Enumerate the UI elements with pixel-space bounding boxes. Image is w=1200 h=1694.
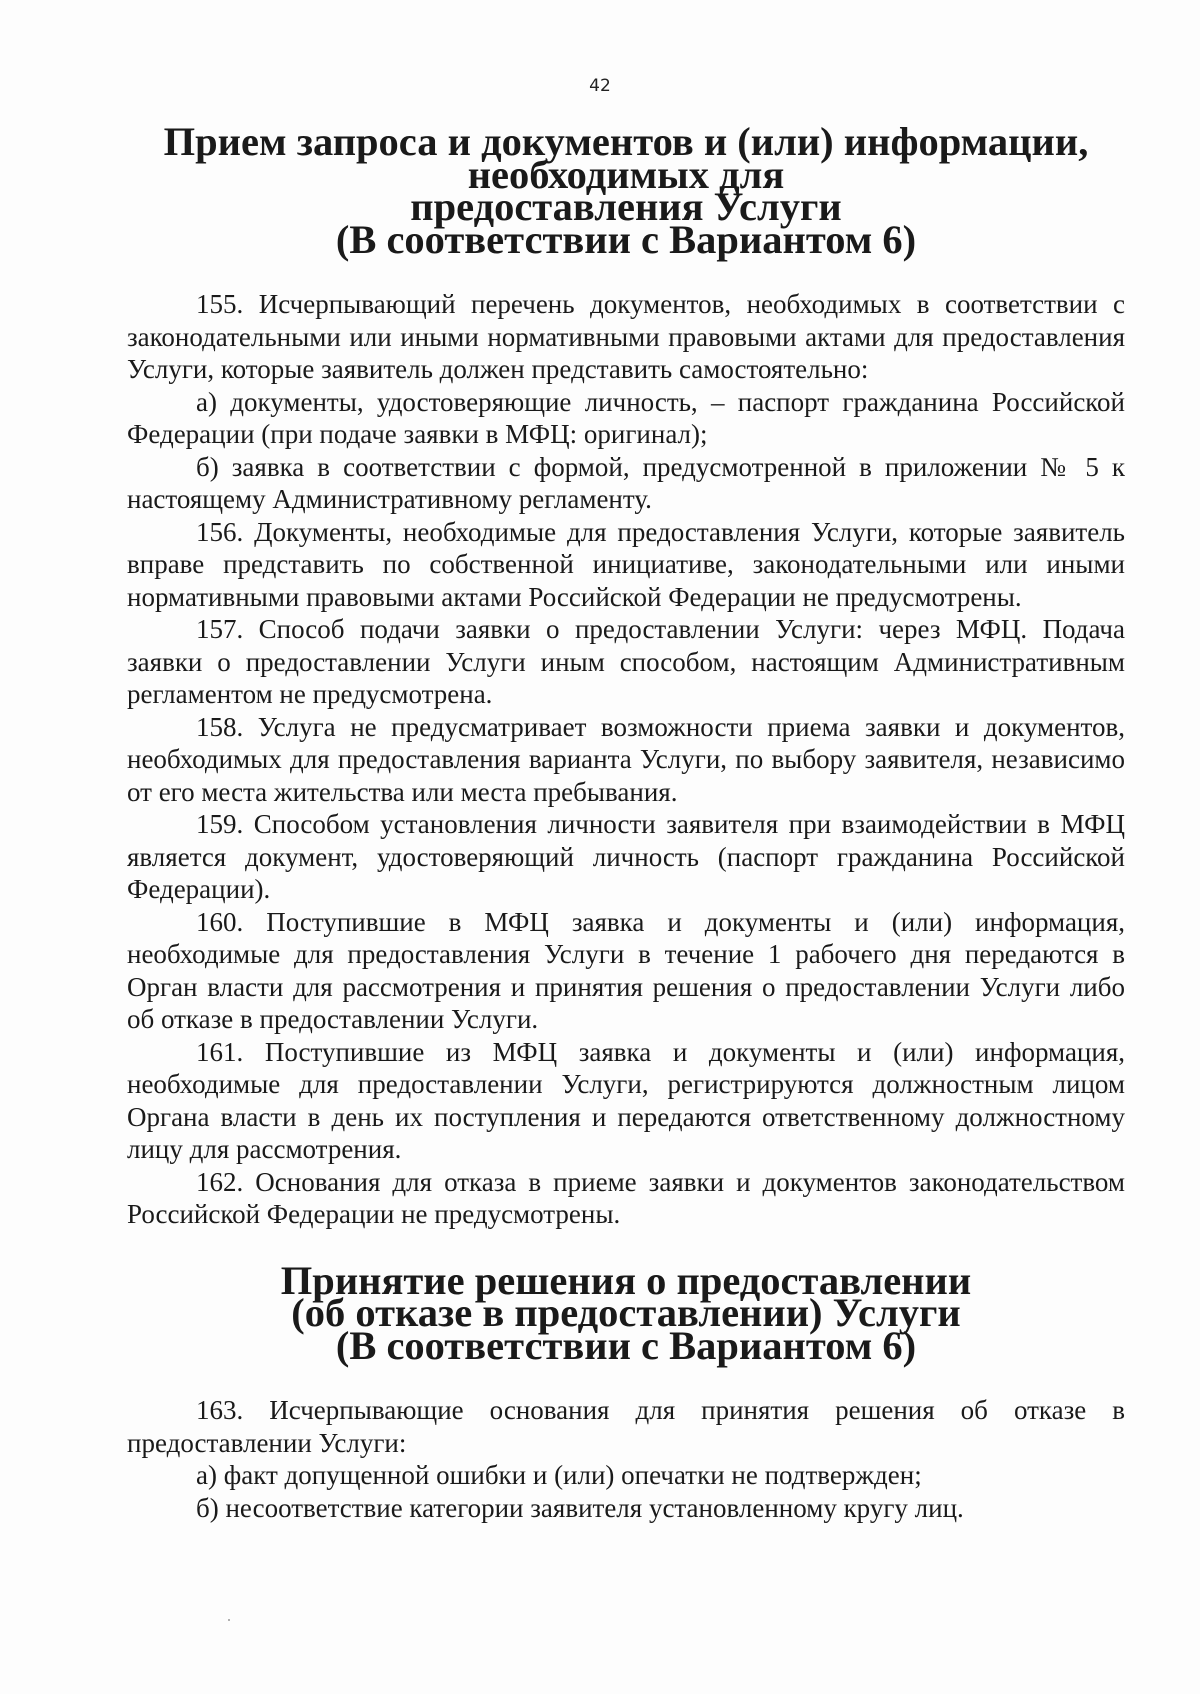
paragraph-160: 160. Поступившие в МФЦ заявка и документы и (или) информация, необходимые для предоставления Услуги в течение 1 рабочего дня передаются в Орган власти для рассмотрения и принятия решения о предоставлении Услуги либо об отказе в предоставлении Услуги. (127, 906, 1125, 1034)
paragraph-163: 163. Исчерпывающие основания для принятия решения об отказе в предоставлении Услуги: (127, 1395, 1125, 1458)
section-heading-decision (127, 1257, 1125, 1368)
paragraph-155-a: а) документы, удостоверяющие личность, – паспорт гражданина Российской Федерации (при подаче заявки в МФЦ: оригинал); (127, 386, 1125, 449)
section-heading-request-intake (127, 119, 1125, 262)
paragraph-158: 158. Услуга не предусматривает возможности приема заявки и документов, необходимых для предоставления варианта Услуги, по выбору заявителя, независимо от его места жительства или места пребывания. (127, 711, 1125, 807)
paragraph-162: 162. Основания для отказа в приеме заявки и документов законодательством Российской Федерации не предусмотрены. (127, 1166, 1125, 1229)
paragraph-163-b: б) несоответствие категории заявителя установленному кругу лиц. (196, 1492, 964, 1523)
heading-line: (об отказе в предоставлении) Услуги (291, 1290, 961, 1335)
paragraph-156: 156. Документы, необходимые для предоставления Услуги, которые заявитель вправе представить по собственной инициативе, законодательными или иными нормативными правовыми актами Российской Федерации не предусмотрены. (127, 516, 1125, 612)
heading-line: Принятие решения о предоставлении (280, 1257, 972, 1303)
paragraph-161: 161. Поступившие из МФЦ заявка и документы и (или) информация, необходимые для предоставлении Услуги, регистрируются должностным лицом Органа власти в день их поступления и передаются ответственному должностному лицу для рассмотрения. (127, 1036, 1125, 1164)
page-number: 42 (589, 76, 611, 96)
heading-line: (В соответствии с Вариантом 6) (335, 216, 917, 262)
paragraph-155: 155. Исчерпывающий перечень документов, необходимых в соответствии с законодательными или иными нормативными правовыми актами для предоставления Услуги, которые заявитель должен представить самостоятельно: (127, 289, 1125, 384)
document-body (127, 119, 1125, 1524)
heading-line: Прием запроса и документов и (или) информации, необходимых для (163, 119, 1089, 197)
scan-speck (228, 1619, 230, 1621)
paragraph-159: 159. Способом установления личности заявителя при взаимодействии в МФЦ является документ, удостоверяющий личность (паспорт гражданина Российской Федерации). (127, 809, 1125, 904)
heading-line: предоставления Услуги (410, 184, 842, 229)
paragraph-163-a: а) факт допущенной ошибки и (или) опечатки не подтвержден; (196, 1460, 922, 1490)
paragraph-157: 157. Способ подачи заявки о предоставлении Услуги: через МФЦ. Подача заявки о предоставлении Услуги иным способом, настоящим Административным регламентом не предусмотрена. (127, 614, 1125, 709)
paragraph-155-b: б) заявка в соответствии с формой, предусмотренной в приложении № 5 к настоящему Административному регламенту. (127, 451, 1125, 514)
heading-line: (В соответствии с Вариантом 6) (335, 1322, 917, 1368)
